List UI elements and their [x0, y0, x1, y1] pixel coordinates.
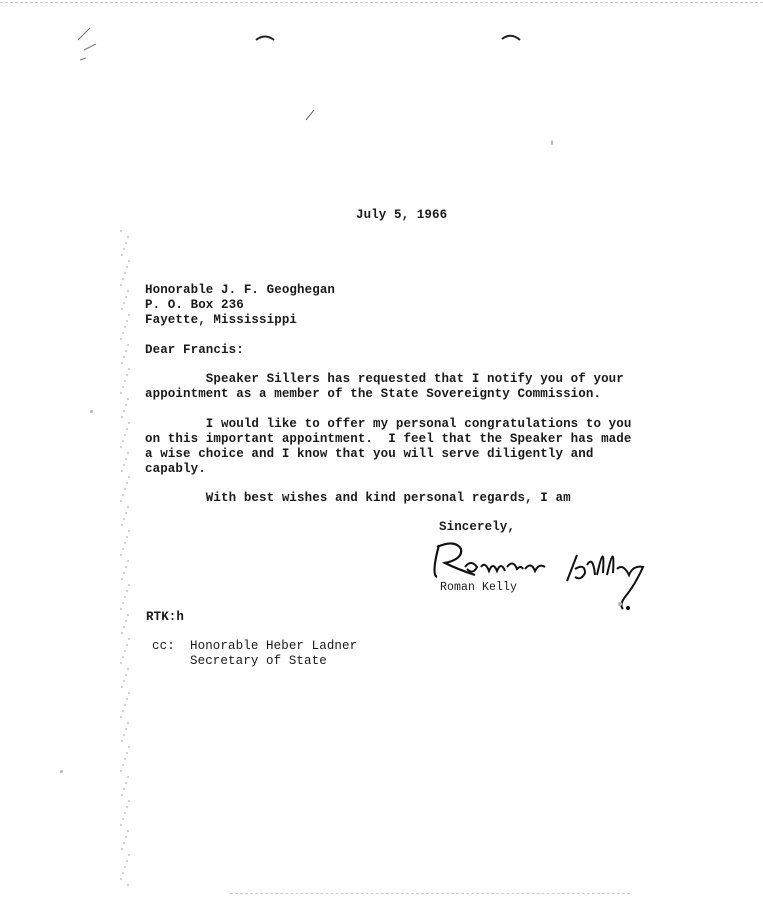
- cc-title: Secretary of State: [152, 654, 327, 668]
- paragraph-1-line-1: Speaker Sillers has requested that I notify you of your: [145, 372, 624, 386]
- binder-dot: [125, 782, 127, 784]
- binder-dot: [124, 488, 126, 490]
- binder-dot: [121, 362, 123, 364]
- binder-dot: [127, 506, 129, 508]
- binder-dot: [126, 644, 128, 646]
- handwritten-signature: [425, 525, 665, 615]
- binder-dot: [127, 614, 129, 616]
- binder-dot: [122, 818, 124, 820]
- paragraph-2-line-3: a wise choice and I know that you will serve diligently and: [145, 447, 594, 461]
- binder-dot: [120, 824, 122, 826]
- recipient-address: P. O. Box 236: [145, 298, 244, 312]
- speck: [60, 770, 63, 773]
- binder-dot: [125, 458, 127, 460]
- binder-dot: [125, 404, 127, 406]
- binder-dot: [121, 254, 123, 256]
- binder-dot: [125, 350, 127, 352]
- cc-line: cc: Honorable Heber Ladner: [152, 639, 358, 653]
- binder-dot: [126, 374, 128, 376]
- binder-dot: [128, 692, 130, 694]
- binder-dot: [127, 560, 129, 562]
- binder-dot: [121, 686, 123, 688]
- paragraph-3-line-1: With best wishes and kind personal regards, I am: [145, 491, 571, 505]
- binder-dot: [127, 290, 129, 292]
- binder-dot: [128, 800, 130, 802]
- binder-dot: [128, 746, 130, 748]
- binder-dot: [123, 356, 125, 358]
- binder-dot: [124, 380, 126, 382]
- binder-dot: [121, 740, 123, 742]
- binder-dot: [122, 764, 124, 766]
- salutation: Dear Francis:: [145, 343, 244, 357]
- binder-dot: [123, 626, 125, 628]
- binder-dot: [122, 494, 124, 496]
- binder-dot: [124, 434, 126, 436]
- binder-dot: [124, 596, 126, 598]
- binder-dot: [125, 512, 127, 514]
- binder-dot: [128, 314, 130, 316]
- binder-dot: [127, 722, 129, 724]
- binder-dot: [120, 770, 122, 772]
- binder-dot: [120, 338, 122, 340]
- binder-dot: [127, 344, 129, 346]
- speck: [551, 140, 553, 145]
- binder-dot: [127, 776, 129, 778]
- binder-dot: [127, 452, 129, 454]
- binder-dot: [126, 320, 128, 322]
- binder-dot: [122, 548, 124, 550]
- binder-dot: [121, 794, 123, 796]
- binder-dot: [128, 422, 130, 424]
- binder-dot: [121, 578, 123, 580]
- binder-dot: [122, 872, 124, 874]
- binder-dot: [124, 866, 126, 868]
- binder-dot: [120, 500, 122, 502]
- binder-dot: [127, 668, 129, 670]
- binder-dot: [125, 566, 127, 568]
- binder-dot: [126, 482, 128, 484]
- binder-dot: [121, 524, 123, 526]
- binder-dot: [120, 662, 122, 664]
- binder-dot: [125, 296, 127, 298]
- binder-dot: [128, 638, 130, 640]
- binder-dot: [128, 260, 130, 262]
- binder-dot: [125, 674, 127, 676]
- binder-dots: [120, 230, 134, 890]
- binder-dot: [123, 842, 125, 844]
- binder-dot: [122, 332, 124, 334]
- binder-dot: [120, 392, 122, 394]
- binder-dot: [124, 758, 126, 760]
- binder-dot: [122, 278, 124, 280]
- binder-dot: [128, 368, 130, 370]
- letter-date: July 5, 1966: [356, 208, 448, 222]
- hole-mark-right: [502, 36, 520, 40]
- binder-dot: [125, 836, 127, 838]
- paragraph-2-line-2: on this important appointment. I feel that the Speaker has made: [145, 432, 632, 446]
- binder-dot: [126, 752, 128, 754]
- binder-dot: [121, 848, 123, 850]
- binder-dot: [124, 326, 126, 328]
- binder-dot: [123, 302, 125, 304]
- binder-dot: [126, 428, 128, 430]
- binder-dot: [125, 620, 127, 622]
- binder-dot: [120, 716, 122, 718]
- binder-dot: [126, 266, 128, 268]
- binder-dot: [124, 704, 126, 706]
- binder-dot: [128, 854, 130, 856]
- binder-dot: [125, 728, 127, 730]
- binder-dot: [120, 608, 122, 610]
- speck: [90, 410, 93, 413]
- binder-dot: [127, 830, 129, 832]
- binder-dot: [121, 470, 123, 472]
- binder-dot: [123, 734, 125, 736]
- binder-dot: [125, 242, 127, 244]
- hole-mark-left: [256, 37, 274, 41]
- binder-dot: [126, 806, 128, 808]
- binder-dot: [126, 536, 128, 538]
- binder-dot: [127, 884, 129, 886]
- binder-dot: [124, 542, 126, 544]
- binder-dot: [126, 590, 128, 592]
- speck: [618, 602, 622, 606]
- binder-dot: [120, 446, 122, 448]
- binder-dot: [122, 440, 124, 442]
- binder-dot: [121, 308, 123, 310]
- binder-dot: [120, 230, 122, 232]
- binder-dot: [121, 632, 123, 634]
- binder-dot: [128, 584, 130, 586]
- binder-dot: [123, 464, 125, 466]
- binder-dot: [124, 272, 126, 274]
- signer-name: Roman Kelly: [440, 581, 518, 594]
- binder-dot: [121, 416, 123, 418]
- binder-dot: [122, 386, 124, 388]
- binder-dot: [128, 530, 130, 532]
- binder-dot: [126, 698, 128, 700]
- binder-dot: [122, 656, 124, 658]
- binder-dot: [127, 236, 129, 238]
- paragraph-2-line-4: capably.: [145, 462, 206, 476]
- binder-dot: [124, 812, 126, 814]
- closing: Sincerely,: [439, 520, 516, 534]
- binder-dot: [120, 554, 122, 556]
- binder-dot: [123, 518, 125, 520]
- binder-dot: [122, 602, 124, 604]
- top-hole-marks: [0, 0, 763, 140]
- binder-dot: [126, 860, 128, 862]
- paragraph-2-line-1: I would like to offer my personal congratulations to you: [145, 417, 632, 431]
- recipient-name: Honorable J. F. Geoghegan: [145, 283, 336, 297]
- binder-dot: [124, 650, 126, 652]
- binder-dot: [120, 284, 122, 286]
- binder-dot: [120, 878, 122, 880]
- recipient-city: Fayette, Mississippi: [145, 313, 298, 327]
- binder-dot: [128, 476, 130, 478]
- binder-dot: [122, 710, 124, 712]
- page-bottom-edge: [230, 893, 630, 896]
- typist-initials: RTK:h: [146, 610, 185, 624]
- corner-scribble: [78, 28, 96, 60]
- paragraph-1-line-2: appointment as a member of the State Sovereignty Commission.: [145, 387, 602, 401]
- binder-dot: [123, 680, 125, 682]
- binder-dot: [127, 398, 129, 400]
- binder-dot: [123, 410, 125, 412]
- binder-dot: [123, 788, 125, 790]
- tick-mark: [306, 110, 314, 120]
- binder-dot: [123, 572, 125, 574]
- binder-dot: [123, 248, 125, 250]
